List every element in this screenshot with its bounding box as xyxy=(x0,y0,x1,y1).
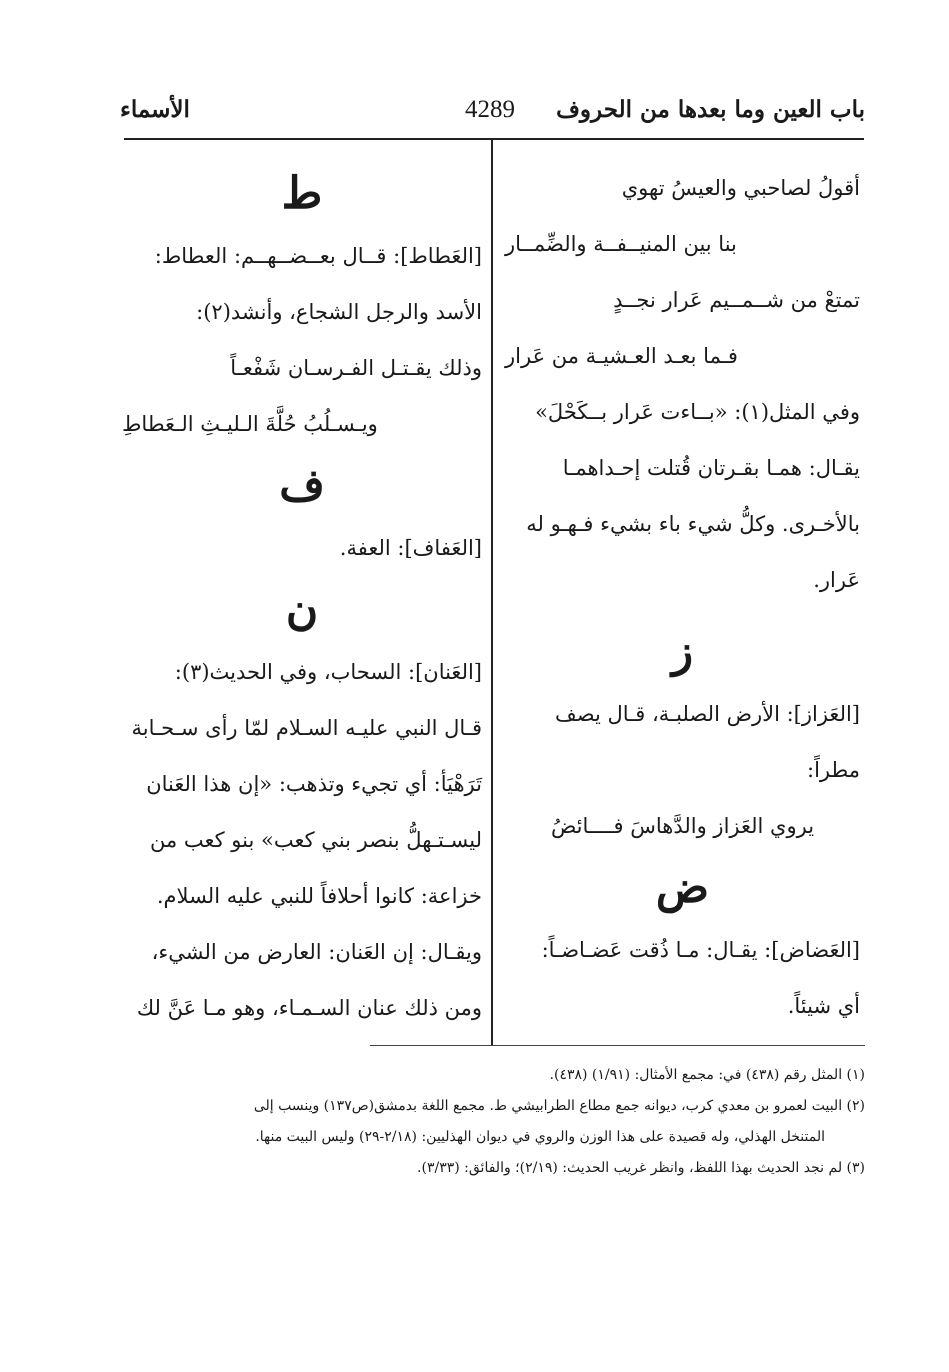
verse-line: وذلك يقـتـل الفـرسـان شَفْعـاً xyxy=(230,356,482,380)
section-title: الأسماء xyxy=(120,96,190,123)
letter-heading-zay: ز xyxy=(671,626,694,677)
letter-heading-fa: ف xyxy=(279,460,325,511)
verse-line: يروي العَزاز والدَّهاسَ فــــائضُ xyxy=(550,814,815,838)
text-line: وفي المثل(١): «بــاءت عَرار بــكَحْلَ» xyxy=(535,400,860,424)
entry-line: تَرَهْيَأ: أي تجيء وتذهب: «إن هذا العَنان xyxy=(146,772,482,796)
entry-line: قـال النبي عليـه السـلام لمّا رأى سـحـابة xyxy=(131,716,482,740)
footnote-rule xyxy=(370,1045,865,1046)
verse-line: بنا بين المنيــفــة والضِّمــار xyxy=(505,232,737,256)
letter-heading-nun: ن xyxy=(285,584,319,635)
entry-line: [العَزاز]: الأرض الصلبـة، قـال يصف xyxy=(555,702,860,726)
page-number: 4289 xyxy=(465,96,515,123)
entry-line: مطراً: xyxy=(807,758,860,782)
entry-line: أي شيئاً. xyxy=(787,994,860,1018)
entry-line: ومن ذلك عنان السـمـاء، وهو مـا عَنَّ لك xyxy=(136,996,482,1020)
footnote: (١) المثل رقم (٤٣٨) في: مجمع الأمثال: (١/٩١) (٤٣٨). xyxy=(549,1067,865,1083)
entry-line: ليسـتـهلُّ بنصر بني كعب» بنو كعب من xyxy=(149,828,482,852)
verse-line: تمتعْ من شــمــيم عَرار نجــدٍ xyxy=(613,288,860,312)
entry-line: [العَطاط]: قــال بعــضــهــم: العطاط: xyxy=(154,244,482,268)
footnotes xyxy=(125,1060,865,1184)
right-column xyxy=(505,160,860,1034)
entry-line: [العَفاف]: العفة. xyxy=(339,536,482,560)
text-line: بالأخـرى. وكلُّ شيء باء بشيء فـهـو له xyxy=(526,512,860,536)
footnote: المتنخل الهذلي، وله قصيدة على هذا الوزن والروي في ديوان الهذليين: (٢/١٨-٢٩) وليس البيت منها. xyxy=(255,1129,825,1145)
entry-line: [العَنان]: السحاب، وفي الحديث(٣): xyxy=(174,660,482,684)
footnote: (٢) البيت لعمرو بن معدي كرب، ديوانه جمع مطاع الطرابيشي ط. مجمع اللغة بدمشق(ص١٣٧) وينسب إلى xyxy=(253,1098,865,1114)
text-line: عَرار. xyxy=(813,568,860,592)
entry-line: الأسد والرجل الشجاع، وأنشد(٢): xyxy=(196,300,482,324)
entry-line: خزاعة: كانوا أحلافاً للنبي عليه السلام. xyxy=(156,884,482,908)
page-header xyxy=(120,96,865,136)
chapter-title: باب العين وما بعدها من الحروف xyxy=(556,96,865,123)
header-rule xyxy=(124,138,864,140)
verse-line: أقولُ لصاحبي والعيسُ تهوي xyxy=(621,176,860,200)
letter-heading-dad: ض xyxy=(655,862,710,913)
letter-heading-ta: ط xyxy=(281,168,323,219)
verse-line: ويـسـلُبُ حُلَّةَ الـليـثِ الـعَطاطِ xyxy=(122,412,378,436)
text-line: يقـال: همـا بقـرتان قُتلت إحـداهمـا xyxy=(562,456,860,480)
footnote: (٣) لم نجد الحديث بهذا اللفظ، وانظر غريب الحديث: (٢/١٩)؛ والفائق: (٣/٣٣). xyxy=(417,1160,865,1176)
left-column xyxy=(122,160,482,1036)
entry-line: [العَضاض]: يقـال: مـا ذُقت عَضـاضـاً: xyxy=(541,938,860,962)
entry-line: ويقـال: إن العَنان: العارض من الشيء، xyxy=(151,940,482,964)
verse-line: فـما بعـد العـشيـة من عَرار xyxy=(505,344,738,368)
column-divider xyxy=(491,140,493,1045)
